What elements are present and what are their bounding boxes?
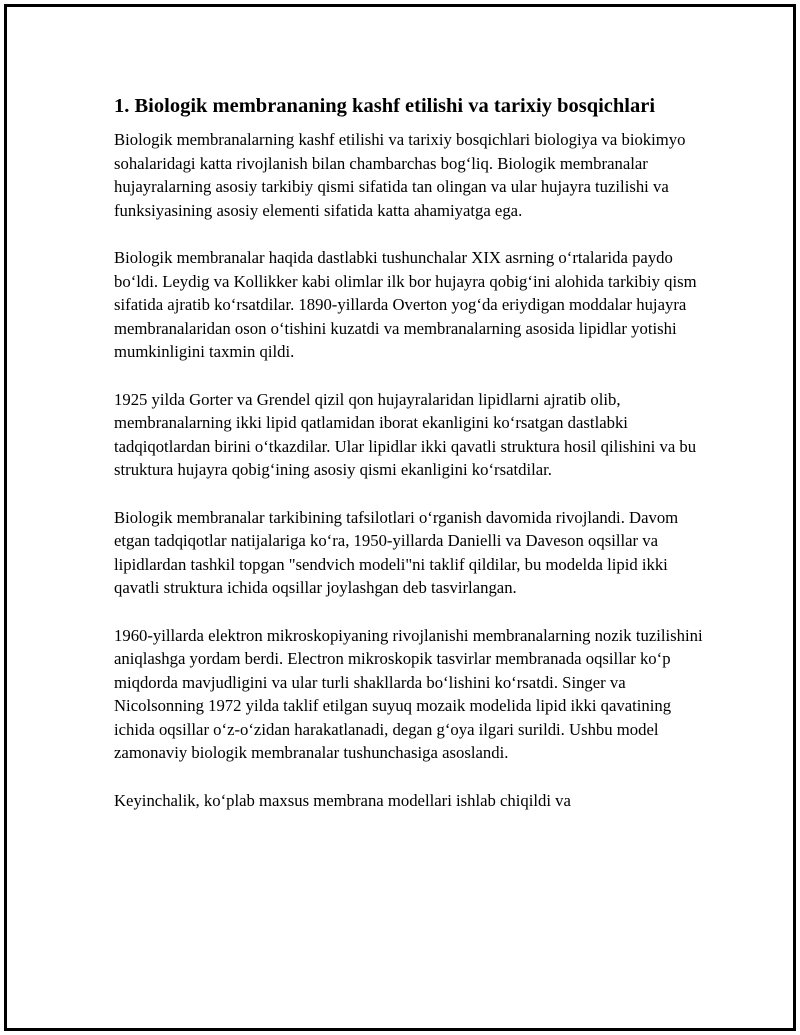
paragraph-2: Biologik membranalar haqida dastlabki tushunchalar XIX asrning o‘rtalarida paydo bo‘ldi. Leydig va Kollikker kabi olimlar ilk bor hujayra qobig‘ini alohida tarkibiy qism sifatida ajratib ko‘rsatdilar. 1890-yillarda Overton yog‘da eriydigan moddalar hujayra membranalaridan oson o‘tishini kuzatdi va membranalarning asosida lipidlar yotishi mumkinligini taxmin qildi. [114,248,697,361]
section-title: 1. Biologik membrananing kashf etilishi va tarixiy bosqichlari [114,95,656,117]
document-body [114,92,704,836]
paragraph-6: Keyinchalik, ko‘plab maxsus membrana modellari ishlab chiqildi va [114,790,571,810]
paragraph-5: 1960-yillarda elektron mikroskopiyaning rivojlanishi membranalarning nozik tuzilishini aniqlashga yordam berdi. Electron mikroskopik tasvirlar membranada oqsillar ko‘p miqdorda mavjudligini va ular turli shakllarda bo‘lishini ko‘rsatdi. Singer va Nicolsonning 1972 yilda taklif etilgan suyuq mozaik modelida lipid ikki qavatining ichida oqsillar o‘z-o‘zidan harakatlanadi, degan g‘oya ilgari surildi. Ushbu model zamonaviy biologik membranalar tushunchasiga asoslandi. [114,625,703,762]
paragraph-3: 1925 yilda Gorter va Grendel qizil qon hujayralaridan lipidlarni ajratib olib, membranalarning ikki lipid qatlamidan iborat ekanligini ko‘rsatgan dastlabki tadqiqotlardan birini o‘tkazdilar. Ular lipidlar ikki qavatli struktura hosil qilishini va bu struktura hujayra qobig‘ining asosiy qismi ekanligini ko‘rsatdilar. [114,389,697,479]
paragraph-4: Biologik membranalar tarkibining tafsilotlari o‘rganish davomida rivojlandi. Davom etgan tadqiqotlar natijalariga ko‘ra, 1950-yillarda Danielli va Daveson oqsillar va lipidlardan tashkil topgan "sendvich modeli"ni taklif qildilar, bu modelda lipid ikki qavatli struktura ichida oqsillar joylashgan deb tasvirlangan. [114,507,679,597]
paragraph-1: Biologik membranalarning kashf etilishi va tarixiy bosqichlari biologiya va biokimyo sohalaridagi katta rivojlanish bilan chambarchas bog‘liq. Biologik membranalar hujayralarning asosiy tarkibiy qismi sifatida tan olingan va ular hujayra tuzilishi va funksiyasining asosiy elementi sifatida katta ahamiyatga ega. [114,130,686,220]
